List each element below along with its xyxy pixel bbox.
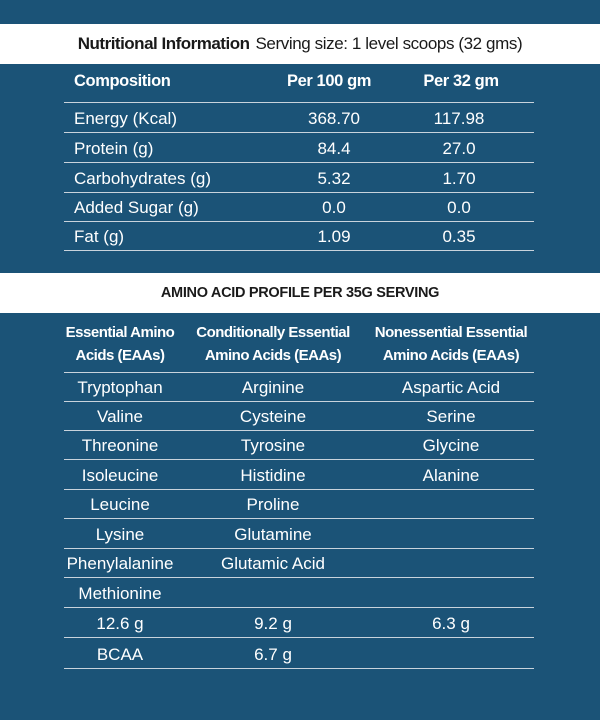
nonessential-amino: Glycine — [422, 436, 480, 455]
essential-total: 12.6 g — [96, 614, 144, 633]
essential-amino: Tryptophan — [77, 378, 163, 397]
nonessential-amino — [364, 579, 538, 608]
nutrition-header — [0, 24, 600, 64]
nonessential-amino — [364, 549, 538, 578]
nutrient-name: Fat (g) — [74, 227, 125, 246]
essential-amino: Leucine — [90, 495, 150, 514]
header-conditional-line1: Conditionally Essential — [196, 324, 350, 341]
header-per-32gm: Per 32 gm — [423, 72, 499, 90]
table-row — [64, 193, 534, 222]
header-essential — [58, 321, 182, 367]
value-per-100: 1.09 — [317, 227, 351, 246]
table-row — [64, 461, 534, 490]
table-row — [64, 549, 534, 578]
table-row — [64, 402, 534, 431]
conditional-amino: Glutamine — [234, 525, 312, 544]
nutrition-table-header — [64, 62, 534, 103]
value-per-32: 27.0 — [442, 139, 476, 158]
nonessential-amino — [364, 520, 538, 549]
table-row — [64, 609, 534, 638]
conditional-total: 9.2 g — [254, 614, 292, 633]
header-essential-line2: Acids (EAAs) — [75, 347, 165, 364]
essential-amino: Isoleucine — [81, 466, 159, 485]
table-row — [64, 431, 534, 460]
header-composition: Composition — [74, 72, 171, 90]
nutrient-name: Protein (g) — [74, 139, 154, 158]
header-essential-line1: Essential Amino — [65, 324, 175, 341]
essential-amino: Valine — [97, 407, 143, 426]
value-per-32: 1.70 — [442, 169, 476, 188]
header-nonessential — [364, 321, 538, 367]
conditional-amino: Proline — [246, 495, 300, 514]
bcaa-empty — [364, 640, 538, 669]
table-row — [64, 520, 534, 549]
table-row — [64, 222, 534, 251]
table-row — [64, 104, 534, 133]
table-row — [64, 490, 534, 519]
conditional-amino: Tyrosine — [240, 436, 306, 455]
amino-table-header — [64, 317, 534, 373]
amino-header — [0, 273, 600, 313]
nutrition-title: Nutritional Information — [77, 34, 250, 53]
essential-amino: Methionine — [78, 584, 162, 603]
nonessential-amino: Alanine — [422, 466, 480, 485]
header-nonessential-line2: Amino Acids (EAAs) — [382, 347, 520, 364]
value-per-100: 5.32 — [317, 169, 351, 188]
nonessential-total: 6.3 g — [432, 614, 470, 633]
bcaa-label: BCAA — [96, 645, 144, 664]
value-per-32: 0.35 — [442, 227, 476, 246]
table-row — [64, 164, 534, 193]
nutrient-name: Energy (Kcal) — [74, 109, 177, 128]
essential-amino: Phenylalanine — [66, 554, 174, 573]
nonessential-amino: Aspartic Acid — [401, 378, 501, 397]
header-nonessential-line1: Nonessential Essential — [374, 324, 528, 341]
conditional-amino: Arginine — [241, 378, 305, 397]
top-strip — [0, 0, 600, 24]
conditional-amino — [188, 579, 358, 608]
nonessential-amino — [364, 490, 538, 519]
conditional-amino: Glutamic Acid — [221, 554, 325, 573]
table-row — [64, 640, 534, 669]
conditional-amino: Cysteine — [239, 407, 307, 426]
header-conditional — [188, 321, 358, 367]
nutrient-name: Added Sugar (g) — [74, 198, 199, 217]
table-row — [64, 579, 534, 608]
nutrient-name: Carbohydrates (g) — [74, 169, 212, 188]
serving-size-text: Serving size: 1 level scoops (32 gms) — [255, 34, 523, 53]
nonessential-amino: Serine — [426, 407, 476, 426]
essential-amino: Lysine — [95, 525, 145, 544]
essential-amino: Threonine — [81, 436, 159, 455]
value-per-32: 117.98 — [433, 109, 485, 128]
value-per-100: 368.70 — [308, 109, 360, 128]
conditional-amino: Histidine — [240, 466, 306, 485]
value-per-32: 0.0 — [447, 198, 471, 217]
bcaa-value: 6.7 g — [254, 645, 292, 664]
table-row — [64, 134, 534, 163]
value-per-100: 0.0 — [322, 198, 346, 217]
amino-title: AMINO ACID PROFILE PER 35G SERVING — [160, 285, 440, 301]
header-conditional-line2: Amino Acids (EAAs) — [204, 347, 342, 364]
header-per-100gm: Per 100 gm — [286, 72, 372, 90]
table-row — [64, 373, 534, 402]
value-per-100: 84.4 — [317, 139, 351, 158]
